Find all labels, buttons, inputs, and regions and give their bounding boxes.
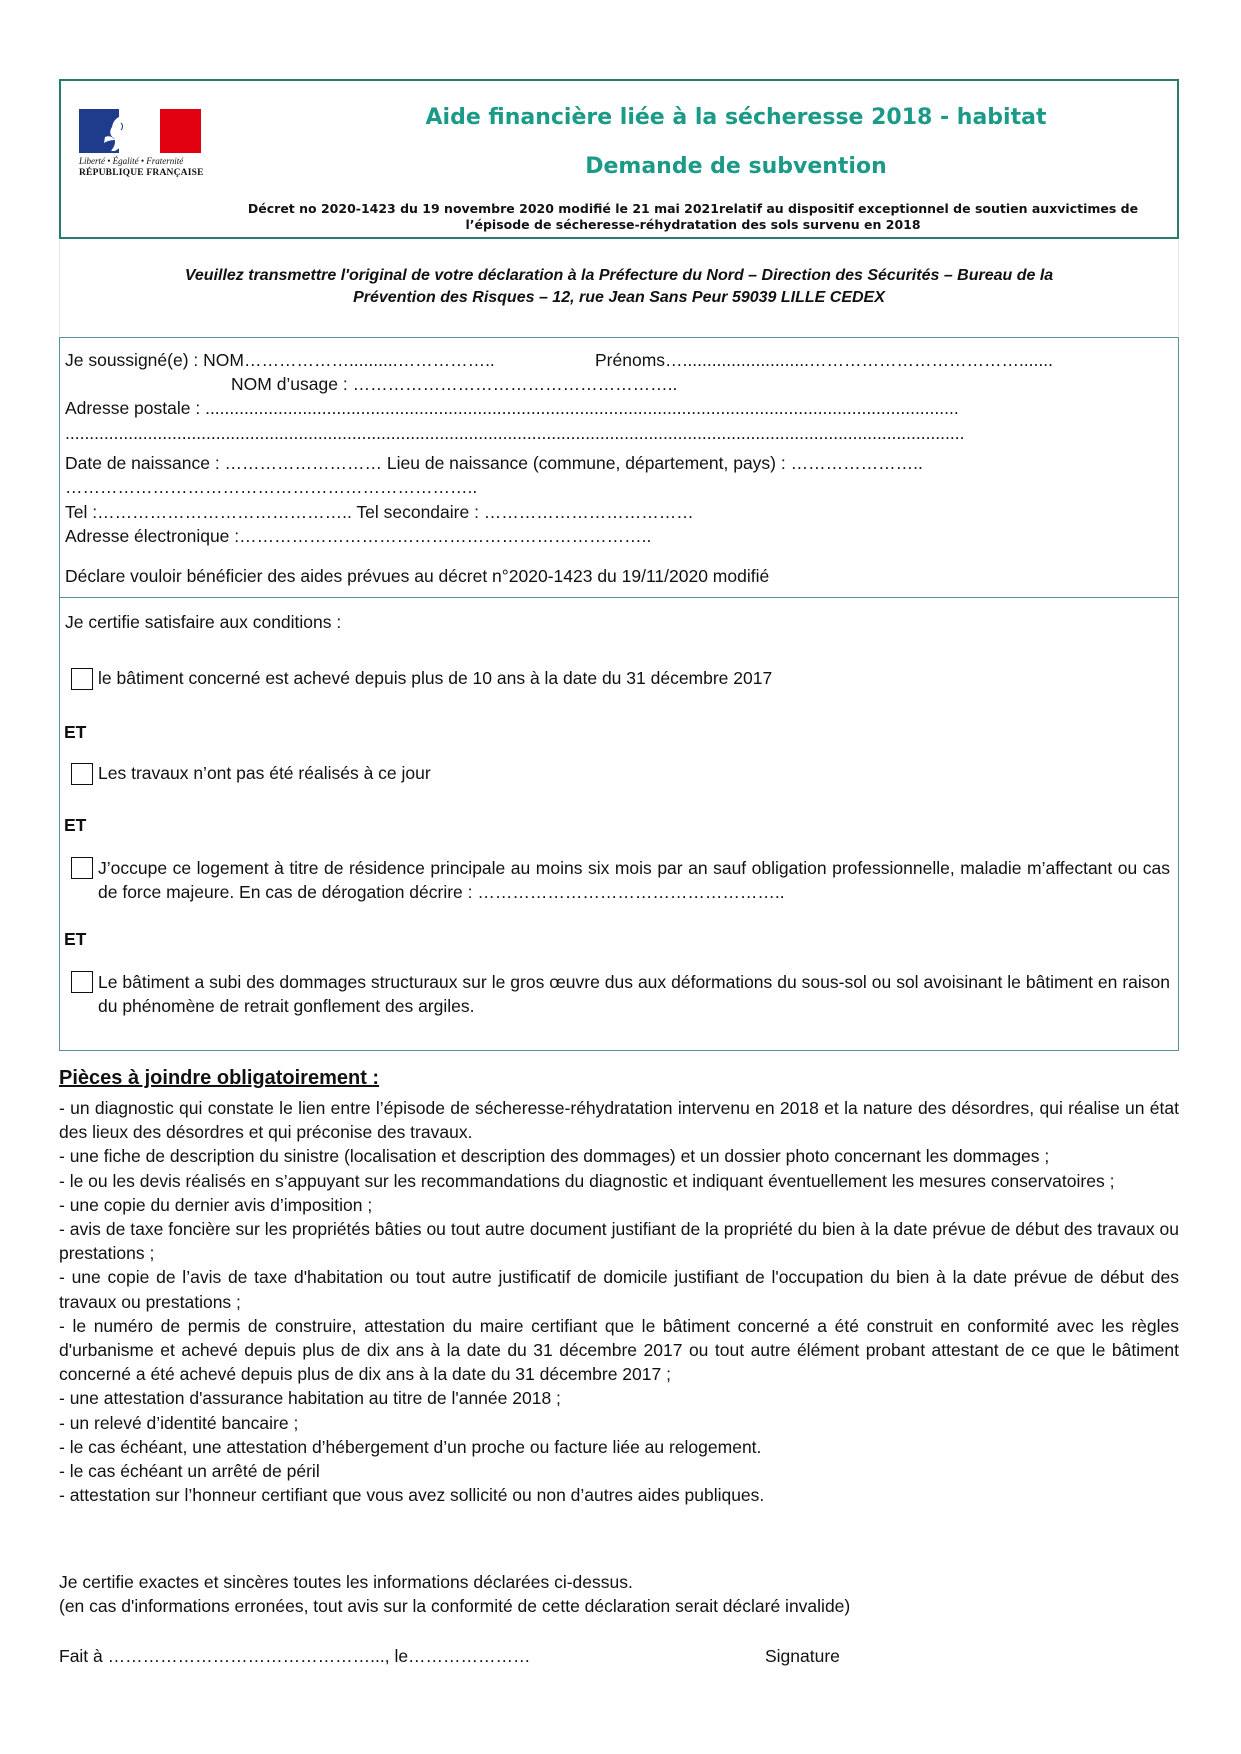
- list-item: - le cas échéant un arrêté de péril: [59, 1461, 320, 1482]
- list-item: - le cas échéant, une attestation d’hébergement d’un proche ou facture liée au relogement.: [59, 1436, 762, 1457]
- list-item: - le numéro de permis de construire, attestation du maire certifiant que le bâtiment concerné a été construit en conformité avec les règles d'urbanisme et achevé depuis plus de dix ans à la date du 31 décembre 2017 ou tout autre élément probant attestant de ce que le bâtiment concerné a été achevé depuis plus de dix ans à la date du 31 décembre 2017 ;: [59, 1315, 1179, 1385]
- conditions-intro: Je certifie satisfaire aux conditions :: [65, 612, 342, 632]
- condition-label-4: Le bâtiment a subi des dommages structuraux sur le gros œuvre dus aux déformations du sous-sol ou sol avoisinant le bâtiment en raison du phénomène de retrait gonflement des argiles.: [98, 972, 1170, 1016]
- republique-francaise-logo: [79, 109, 204, 178]
- postal-address-continued[interactable]: .........................................................................................................................................................................................: [65, 423, 965, 443]
- logo-motto: Liberté • Égalité • Fraternité: [79, 156, 184, 166]
- phone-field[interactable]: Tel :…………………………………….. Tel secondaire : ………………………………: [65, 502, 694, 522]
- list-item: - une copie du dernier avis d’imposition ;: [59, 1194, 373, 1215]
- document-subtitle: Demande de subvention: [585, 154, 887, 179]
- list-item: - une fiche de description du sinistre (localisation et description des dommages) et un dossier photo concernant les dommages ;: [59, 1146, 1050, 1167]
- transmit-line-1: Veuillez transmettre l'original de votre déclaration à la Préfecture du Nord – Direction des Sécurités – Bureau de la: [184, 267, 1054, 284]
- list-item: - un relevé d’identité bancaire ;: [59, 1412, 299, 1433]
- required-documents-title: Pièces à joindre obligatoirement :: [59, 1067, 380, 1089]
- condition-checkbox-2[interactable]: [71, 763, 93, 785]
- et-separator-1: ET: [64, 722, 87, 742]
- logo-republique-francaise: RÉPUBLIQUE FRANÇAISE: [79, 168, 204, 178]
- certification-note: (en cas d'informations erronées, tout avis sur la conformité de cette déclaration serait déclaré invalide): [59, 1596, 851, 1616]
- list-item: - une attestation d'assurance habitation au titre de l'année 2018 ;: [59, 1388, 561, 1409]
- decree-reference: Décret no 2020-1423 du 19 novembre 2020 modifié le 21 mai 2021relatif au dispositif exceptionnel de soutien auxvictimes de l’épisode de sécheresse-réhydratation des sols survenu en 2018: [247, 201, 1139, 232]
- list-item: - le ou les devis réalisés en s’appuyant sur les recommandations du diagnostic et indiquant éventuellement les mesures conservatoires ;: [59, 1170, 1115, 1191]
- transmit-line-2: Prévention des Risques – 12, rue Jean Sans Peur 59039 LILLE CEDEX: [353, 289, 885, 306]
- condition-checkbox-1[interactable]: [71, 668, 93, 690]
- list-item: - avis de taxe foncière sur les propriétés bâties ou tout autre document justifiant de la propriété du bien à la date prévue de début des travaux ou prestations ;: [59, 1219, 1179, 1264]
- first-name-field[interactable]: Prénoms…..........................……………………………….......: [595, 350, 1053, 370]
- condition-checkbox-3[interactable]: [71, 857, 93, 879]
- birth-field[interactable]: Date de naissance : ……………………… Lieu de naissance (commune, département, pays) : …………………..: [65, 453, 923, 473]
- condition-label-2: Les travaux n’ont pas été réalisés à ce jour: [98, 763, 431, 783]
- birth-field-continued[interactable]: ……………………………………………………………..: [65, 477, 478, 497]
- signature-label: Signature: [765, 1646, 840, 1666]
- header-box: [59, 79, 1179, 239]
- tricolor-flag-icon: [79, 109, 201, 153]
- transmit-instructions: [59, 265, 1179, 309]
- et-separator-3: ET: [64, 929, 87, 949]
- required-documents-list: [59, 1096, 1179, 1507]
- usage-name-field[interactable]: NOM d’usage : ………………………………………………..: [231, 374, 678, 394]
- condition-checkbox-4[interactable]: [71, 971, 93, 993]
- marianne-icon: [101, 113, 143, 151]
- et-separator-2: ET: [64, 815, 87, 835]
- list-item: - un diagnostic qui constate le lien entre l’épisode de sécheresse-réhydratation intervenu en 2018 et la nature des désordres, qui réalise un état des lieux des désordres et qui préconise des travaux.: [59, 1098, 1179, 1143]
- certification-statement: Je certifie exactes et sincères toutes les informations déclarées ci-dessus.: [59, 1572, 633, 1592]
- list-item: - attestation sur l’honneur certifiant que vous avez sollicité ou non d’autres aides publiques.: [59, 1485, 765, 1506]
- declaration-statement: Déclare vouloir bénéficier des aides prévues au décret n°2020-1423 du 19/11/2020 modifié: [65, 566, 770, 586]
- postal-address-field[interactable]: Adresse postale : ...........................................................................................................................................................: [65, 398, 959, 418]
- email-field[interactable]: Adresse électronique :……………………………………………………………..: [65, 526, 652, 546]
- condition-label-1: le bâtiment concerné est achevé depuis plus de 10 ans à la date du 31 décembre 2017: [98, 668, 773, 688]
- document-title: Aide financière liée à la sécheresse 2018 - habitat: [425, 105, 1047, 130]
- list-item: - une copie de l’avis de taxe d'habitation ou tout autre justificatif de domicile justifiant de l'occupation du bien à la date prévue de début des travaux ou prestations ;: [59, 1267, 1179, 1312]
- name-field[interactable]: Je soussigné(e) : NOM………………..........……………..: [65, 350, 495, 370]
- place-date-field[interactable]: Fait à ………………………………………..., le…………………: [59, 1646, 531, 1666]
- condition-label-3: J’occupe ce logement à titre de résidence principale au moins six mois par an sauf obligation professionnelle, maladie m’affectant ou cas de force majeure. En cas de dérogation décrire : ……………………………………………..: [98, 858, 1170, 902]
